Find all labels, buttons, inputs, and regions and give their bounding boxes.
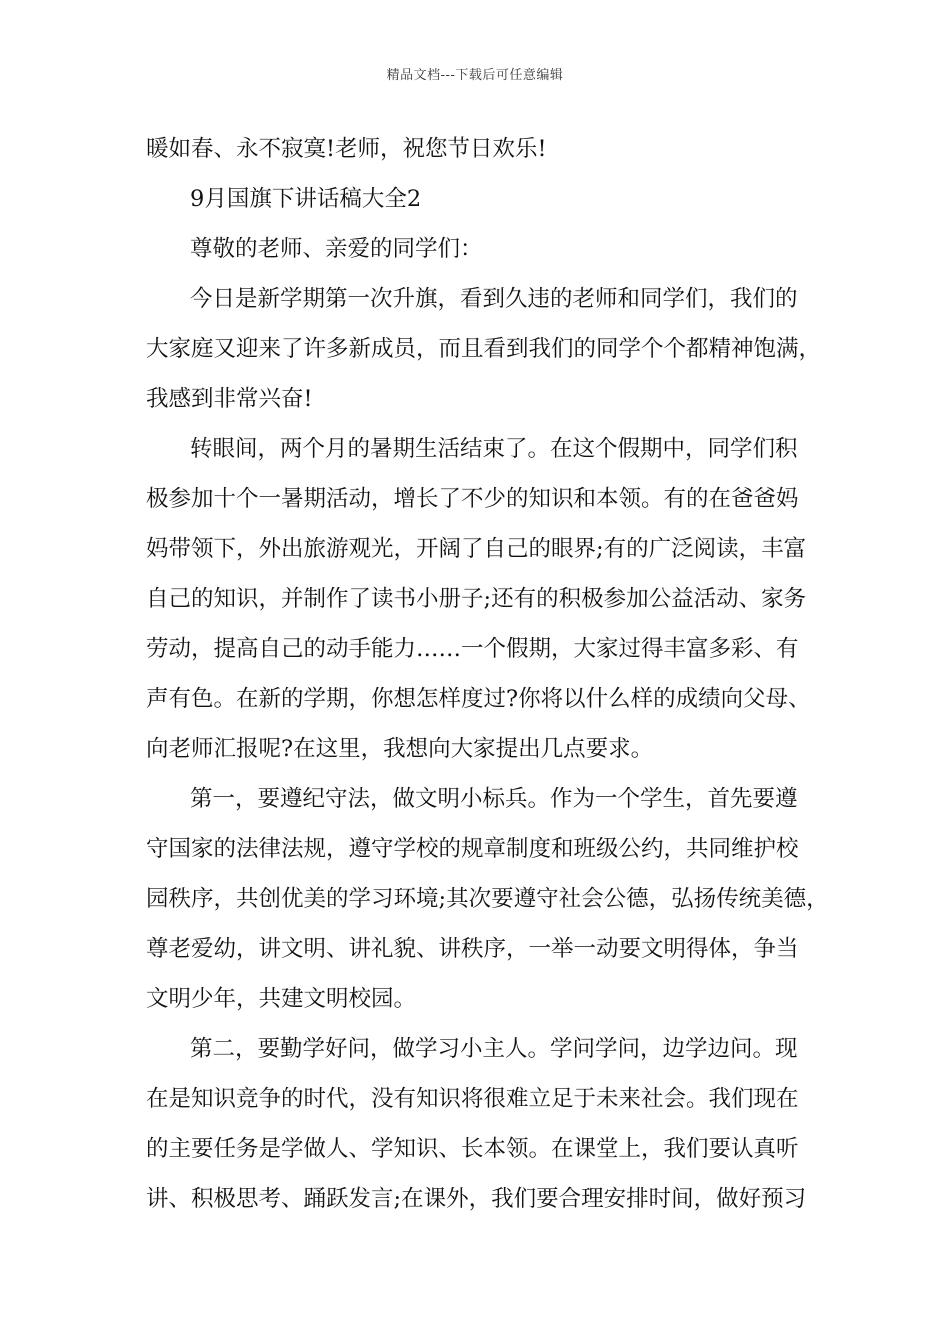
text-line: 园秩序，共创优美的学习环境;其次要遵守社会公德，弘扬传统美德， [146,886,829,912]
text-line: 讲、积极思考、踊跃发言;在课外，我们要合理安排时间，做好预习 [146,1186,807,1212]
page-header: 精品文档---下载后可任意编辑 [386,68,564,83]
text-line: 暖如春、永不寂寞!老师，祝您节日欢乐! [146,136,547,162]
text-line: 在是知识竞争的时代，没有知识将很难立足于未来社会。我们现在 [146,1086,799,1112]
text-line: 第一，要遵纪守法，做文明小标兵。作为一个学生，首先要遵 [190,786,798,812]
text-line: 我感到非常兴奋! [146,386,313,412]
text-line: 的主要任务是学做人、学知识、长本领。在课堂上，我们要认真听 [146,1136,799,1162]
text-line: 第二，要勤学好问，做学习小主人。学问学问，边学边问。现 [190,1036,798,1062]
text-line: 自己的知识，并制作了读书小册子;还有的积极参加公益活动、家务 [146,586,807,612]
text-line: 文明少年，共建文明校园。 [146,986,417,1012]
text-line: 向老师汇报呢?在这里，我想向大家提出几点要求。 [146,736,654,762]
text-line: 大家庭又迎来了许多新成员，而且看到我们的同学个个都精神饱满， [146,336,822,362]
text-line: 守国家的法律法规，遵守学校的规章制度和班级公约，共同维护校 [146,836,799,862]
text-line: 极参加十个一暑期活动，增长了不少的知识和本领。有的在爸爸妈 [146,486,799,512]
text-line: 妈带领下，外出旅游观光，开阔了自己的眼界;有的广泛阅读，丰富 [146,536,807,562]
text-line: 转眼间，两个月的暑期生活结束了。在这个假期中，同学们积 [190,436,798,462]
text-line: 劳动，提高自己的动手能力……一个假期，大家过得丰富多彩、有 [146,636,799,662]
section-title: 9月国旗下讲话稿大全2 [190,186,422,212]
text-line: 今日是新学期第一次升旗，看到久违的老师和同学们，我们的 [190,286,798,312]
salutation: 尊敬的老师、亲爱的同学们： [190,236,483,262]
text-line: 声有色。在新的学期，你想怎样度过?你将以什么样的成绩向父母、 [146,686,811,712]
text-line: 尊老爱幼，讲文明、讲礼貌、讲秩序，一举一动要文明得体，争当 [146,936,799,962]
